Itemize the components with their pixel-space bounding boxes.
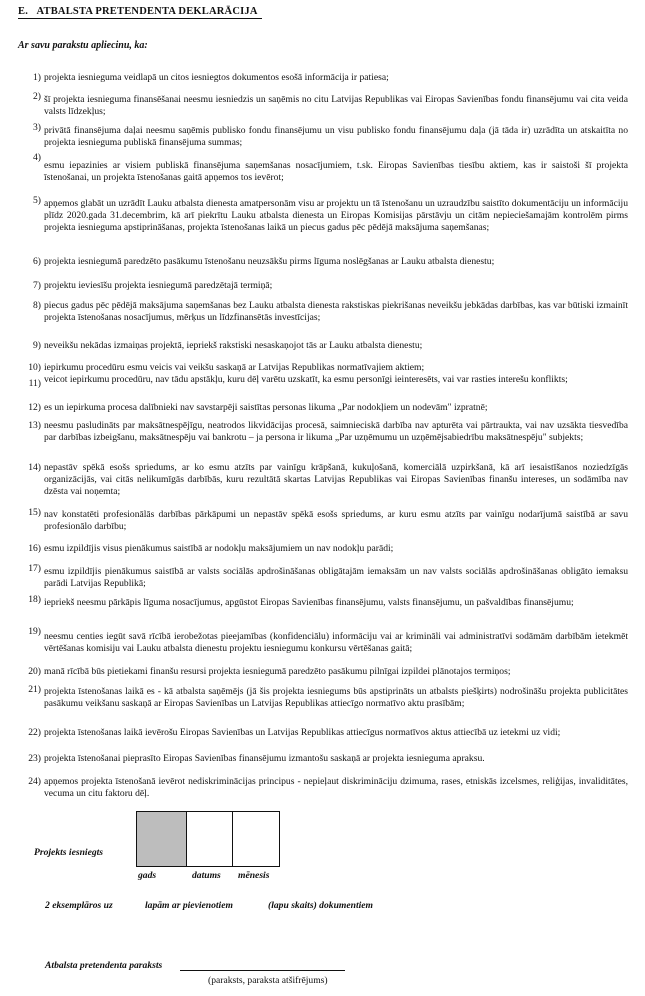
- submitted-label: Projekts iesniegts: [34, 847, 104, 858]
- item-number: 21): [28, 684, 41, 695]
- item-text: esmu izpildījis visus pienākumus saistībā ar nodokļu maksājumiem un nav nodokļu parādi;: [44, 543, 394, 554]
- item-number: 17): [28, 563, 41, 574]
- month-box[interactable]: [232, 811, 280, 867]
- item-text: nepastāv spēkā esošs spriedums, ar ko esmu atzīts par vainīgu krāpšanā, kukuļošanā, komerciālā uzpirkšanā, kā arī iesaistīšanos noziedzīgās organizācijās, vai citās nelikumīgās darbībās, kuru rezultātā skartas Latvijas Republikas vai Eiropas Savienības finanšu intereses, un sodāmība nav dzēsta vai noņemta;: [44, 462, 628, 497]
- heading-underline: [18, 18, 262, 19]
- item-text: neveikšu nekādas izmaiņas projektā, iepriekš rakstiski nesaskaņojot tās ar Lauku atbalsta dienestu;: [44, 340, 423, 351]
- item-text: manā rīcībā būs pietiekami finanšu resursi projekta iesniegumā paredzēto pasākumu pilnīgai izpildei plānotajos termiņos;: [44, 666, 511, 677]
- item-number: 7): [33, 280, 41, 291]
- item-number: 11): [28, 378, 41, 389]
- item-text: apņemos projekta īstenošanā ievērot nediskriminācijas principus - nepieļaut diskrimināciju dzimuma, rases, etniskās izcelsmes, reliģijas, invaliditātes, vecuma un citu faktoru dēļ.: [44, 776, 628, 799]
- item-number: 22): [28, 727, 41, 738]
- item-number: 8): [33, 300, 41, 311]
- section-letter: E.: [18, 6, 29, 17]
- item-number: 13): [28, 420, 41, 431]
- item-text: projekta īstenošanas laikā es - kā atbalsta saņēmējs (jā šis projekta iesniegums būs apstiprināts un atbalsts piešķirts) nodrošināšu projekta publicitātes pasākumu veikšanu saskaņā ar Eiropas Savienības un Latvijas Republikas attiecīgo normatīvo aktu prasībām;: [44, 686, 628, 709]
- item-text: esmu izpildījis pienākumus saistībā ar valsts sociālās apdrošināšanas obligātajām iemaksām un nav valsts sociālās apdrošināšanas obligāto iemaksu parādi Latvijas Republikā;: [44, 566, 628, 589]
- item-number: 4): [33, 152, 41, 163]
- item-text: projekta iesniegumā paredzēto pasākumu īstenošanu neuzsākšu pirms līguma noslēgšanas ar Lauku atbalsta dienestu;: [44, 256, 495, 267]
- item-text: es un iepirkuma procesa dalībnieki nav savstarpēji saistītas personas likuma „Par nodokļiem un nodevām" izpratnē;: [44, 402, 488, 413]
- item-text: piecus gadus pēc pēdējā maksājuma saņemšanas bez Lauku atbalsta dienesta rakstiskas piekrišanas neveikšu jebkādas darbības, kas var būtiski izmainīt projekta īstenošanas nosacījumus, mērķus un līdzfinansētās investīcijas;: [44, 300, 628, 323]
- item-text: šī projekta iesnieguma finansēšanai neesmu iesniedzis un saņēmis no citu Latvijas Republikas vai Eiropas Savienības fondu finansējumu vai cita veida valsts līdzekļus;: [44, 94, 628, 117]
- copies-middle: lapām ar pievienotiem: [145, 900, 233, 911]
- item-number: 15): [28, 507, 41, 518]
- item-number: 24): [28, 776, 41, 787]
- copies-prefix: 2 eksemplāros uz: [45, 900, 113, 911]
- item-number: 20): [28, 666, 41, 677]
- copies-suffix: (lapu skaits) dokumentiem: [268, 900, 374, 911]
- item-text: projekta iesnieguma veidlapā un citos iesniegtos dokumentos esošā informācija ir patiesa;: [44, 72, 389, 83]
- item-text: nav konstatēti profesionālās darbības pārkāpumi un nepastāv spēkā esošs spriedums, ar kuru esmu atzīts par vainīgu nodarījumā saistībā ar savu profesionālo darbību;: [44, 509, 628, 532]
- year-label: gads: [138, 870, 157, 881]
- item-text: neesmu centies iegūt savā rīcībā ierobežotas pieejamības (konfidenciālu) informāciju vai ar krimināli vai administratīvi sodāmām darbībām ietekmēt vērtēšanas komisiju vai Lauku atbalsta dienestu projektu iesniegumu konkursu vērtēšanas gaitā;: [44, 631, 628, 654]
- signature-line[interactable]: [180, 970, 345, 971]
- item-number: 5): [33, 195, 41, 206]
- item-text: neesmu pasludināts par maksātnespējīgu, neatrodos likvidācijas procesā, saimnieciskā darbība nav apturēta vai pārtraukta, vai nav uzsākta tiesvedība par darbības izbeigšanu, maksātnespēju vai bankrotu – ja persona ir likuma „Par uzņēmumu un uzņēmējsabiedrību maksātnespēju" subjekts;: [44, 420, 628, 443]
- item-text: esmu iepazinies ar visiem publiskā finansējuma saņemšanas nosacījumiem, t.sk. Eiropas Savienības tiesību aktiem, kas ir saistoši šī projekta īstenošanai, un projekta īstenošanas gaitā apņemos tos ievērot;: [44, 160, 628, 183]
- item-text: veicot iepirkumu procedūru, nav tādu apstākļu, kuru dēļ varētu uzskatīt, ka esmu personīgi ieinteresēts, vai var rasties interešu konflikts;: [44, 374, 568, 385]
- signature-caption: (paraksts, paraksta atšifrējums): [208, 975, 328, 986]
- item-number: 1): [33, 72, 41, 83]
- item-number: 2): [33, 91, 41, 102]
- item-text: projektu ieviesīšu projekta iesniegumā paredzētajā termiņā;: [44, 280, 273, 291]
- item-number: 3): [33, 122, 41, 133]
- declaration-item-22: [18, 727, 628, 745]
- section-heading: [18, 6, 258, 17]
- item-number: 16): [28, 543, 41, 554]
- item-number: 23): [28, 753, 41, 764]
- item-number: 14): [28, 462, 41, 473]
- item-number: 19): [28, 626, 41, 637]
- item-number: 12): [28, 402, 41, 413]
- year-box[interactable]: [136, 811, 187, 867]
- item-number: 9): [33, 340, 41, 351]
- item-number: 10): [28, 362, 41, 373]
- item-text: privātā finansējuma daļai neesmu saņēmis publisko fondu finansējumu un visu publisko fondu finansējumu daļa (jā tāda ir) uzrādīta un atskaitīta no projekta iesnieguma publiskā finansējuma summas;: [44, 125, 628, 148]
- item-text: apņemos glabāt un uzrādīt Lauku atbalsta dienesta amatpersonām visu ar projektu un tā īstenošanu un uzraudzību saistīto dokumentāciju un informāciju plīdz 2020.gada 31.decembrim, kā arī piekrītu Lauku atbalsta dienesta un Eiropas Komisijas pārstāvju un citām nepieciešamajām kontrolēm pirms projekta iesnieguma apstiprināšanas, projekta īstenošanas laikā un piecus gadus pēc pēdējā maksājuma saņemšanas;: [44, 198, 628, 233]
- month-label: mēnesis: [238, 870, 270, 881]
- date-label: datums: [192, 870, 221, 881]
- section-title: ATBALSTA PRETENDENTA DEKLARĀCIJA: [36, 6, 258, 17]
- signature-label: Atbalsta pretendenta paraksts: [45, 960, 163, 971]
- item-text: iepriekš neesmu pārkāpis līguma nosacījumus, apgūstot Eiropas Savienības finansējumu, valsts finansējumu, un pašvaldības finansējumu;: [44, 597, 574, 608]
- declaration-intro: Ar savu parakstu apliecinu, ka:: [18, 40, 148, 51]
- item-text: iepirkumu procedūru esmu veicis vai veikšu saskaņā ar Latvijas Republikas normatīvajiem aktiem;: [44, 362, 425, 373]
- item-text: projekta īstenošanas laikā ievērošu Eiropas Savienības un Latvijas Republikas attiecīgus normatīvos aktus attiecībā uz ietekmi uz vidi;: [44, 727, 561, 738]
- date-box[interactable]: [186, 811, 233, 867]
- item-number: 6): [33, 256, 41, 267]
- item-text: projekta īstenošanai pieprasīto Eiropas Savienības finansējumu izmantošu saskaņā ar projekta iesnieguma apraksu.: [44, 753, 485, 764]
- item-number: 18): [28, 594, 41, 605]
